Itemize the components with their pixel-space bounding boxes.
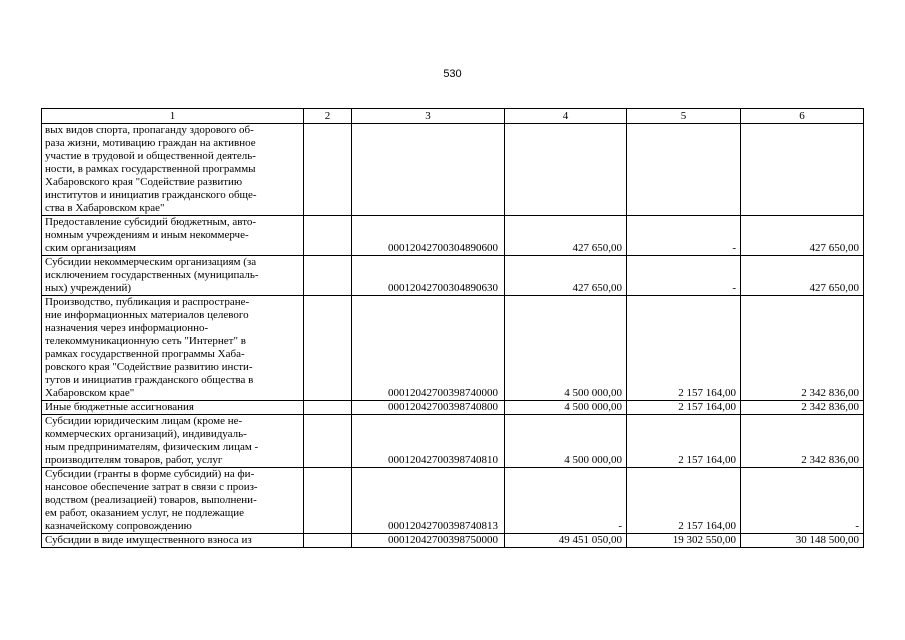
row-value-6: 427 650,00 bbox=[741, 216, 864, 256]
row-value-5: - bbox=[627, 216, 741, 256]
row-code: 00012042700398740810 bbox=[352, 415, 505, 468]
row-description bbox=[42, 401, 304, 415]
row-description bbox=[42, 256, 304, 296]
row-code: 00012042700398740800 bbox=[352, 401, 505, 415]
row-value-5 bbox=[627, 124, 741, 216]
description-line: номным учреждениям и иным некоммерче- bbox=[45, 229, 249, 241]
row-code: 00012042700398740000 bbox=[352, 296, 505, 401]
header-cell: 6 bbox=[741, 109, 864, 124]
row-code: 00012042700398740813 bbox=[352, 468, 505, 534]
row-value-4: 4 500 000,00 bbox=[505, 296, 627, 401]
row-code bbox=[352, 124, 505, 216]
description-line: Субсидии юридическим лицам (кроме не- bbox=[45, 415, 243, 427]
row-value-5: 2 157 164,00 bbox=[627, 468, 741, 534]
row-col2 bbox=[304, 296, 352, 401]
description-line: ным предпринимателям, физическим лицам - bbox=[45, 441, 259, 453]
description-line: тутов и инициатив гражданского общества в bbox=[45, 374, 254, 386]
description-line: исключением государственных (муниципаль- bbox=[45, 269, 259, 281]
description-line: производителям товаров, работ, услуг bbox=[45, 454, 223, 466]
description-line: водством (реализацией) товаров, выполнени- bbox=[45, 494, 257, 506]
table-row bbox=[42, 534, 864, 548]
description-line: ности, в рамках государственной программы bbox=[45, 163, 256, 175]
description-line: ства в Хабаровском крае" bbox=[45, 202, 165, 214]
description-line: Хабаровского края "Содействие развитию bbox=[45, 176, 243, 188]
row-col2 bbox=[304, 124, 352, 216]
row-description bbox=[42, 124, 304, 216]
row-value-6: 427 650,00 bbox=[741, 256, 864, 296]
description-line: казначейскому сопровождению bbox=[45, 520, 192, 532]
table-row bbox=[42, 401, 864, 415]
table-row bbox=[42, 124, 864, 216]
row-description bbox=[42, 216, 304, 256]
description-line: институтов и инициатив гражданского обще- bbox=[45, 189, 257, 201]
row-value-5: - bbox=[627, 256, 741, 296]
description-line: Субсидии в виде имущественного взноса из bbox=[45, 534, 252, 546]
description-line: Предоставление субсидий бюджетным, авто- bbox=[45, 216, 257, 228]
header-cell: 2 bbox=[304, 109, 352, 124]
description-line: нансовое обеспечение затрат в связи с произ- bbox=[45, 481, 258, 493]
row-value-4: 427 650,00 bbox=[505, 216, 627, 256]
description-line: ем работ, оказанием услуг, не подлежащие bbox=[45, 507, 244, 519]
table-row bbox=[42, 256, 864, 296]
row-value-6: - bbox=[741, 468, 864, 534]
row-value-6: 2 342 836,00 bbox=[741, 415, 864, 468]
description-line: Хабаровском крае" bbox=[45, 387, 135, 399]
description-line: рамках государственной программы Хаба- bbox=[45, 348, 245, 360]
header-cell: 3 bbox=[352, 109, 505, 124]
header-cell: 1 bbox=[42, 109, 304, 124]
row-value-6: 2 342 836,00 bbox=[741, 401, 864, 415]
row-col2 bbox=[304, 468, 352, 534]
row-col2 bbox=[304, 534, 352, 548]
row-description bbox=[42, 415, 304, 468]
row-value-4: 4 500 000,00 bbox=[505, 401, 627, 415]
description-line: назначения через информационно- bbox=[45, 322, 209, 334]
description-line: ных) учреждений) bbox=[45, 282, 132, 294]
row-value-5: 2 157 164,00 bbox=[627, 296, 741, 401]
description-line: ским организациям bbox=[45, 242, 137, 254]
row-value-6: 30 148 500,00 bbox=[741, 534, 864, 548]
row-value-5: 2 157 164,00 bbox=[627, 401, 741, 415]
row-col2 bbox=[304, 415, 352, 468]
description-line: Субсидии (гранты в форме субсидий) на фи- bbox=[45, 468, 255, 480]
row-value-4: - bbox=[505, 468, 627, 534]
description-line: ровского края "Содействие развитию инсти- bbox=[45, 361, 253, 373]
row-value-6 bbox=[741, 124, 864, 216]
header-cell: 4 bbox=[505, 109, 627, 124]
row-col2 bbox=[304, 401, 352, 415]
description-line: Иные бюджетные ассигнования bbox=[45, 401, 194, 413]
description-line: ние информационных материалов целевого bbox=[45, 309, 249, 321]
header-row bbox=[42, 109, 864, 124]
description-line: Производство, публикация и распростране- bbox=[45, 296, 250, 308]
row-value-4: 427 650,00 bbox=[505, 256, 627, 296]
row-value-4: 49 451 050,00 bbox=[505, 534, 627, 548]
header-cell: 5 bbox=[627, 109, 741, 124]
description-line: вых видов спорта, пропаганду здорового об- bbox=[45, 124, 254, 136]
description-line: Субсидии некоммерческим организациям (за bbox=[45, 256, 257, 268]
row-value-4 bbox=[505, 124, 627, 216]
table-body bbox=[42, 124, 864, 548]
budget-table bbox=[41, 108, 864, 548]
row-description bbox=[42, 534, 304, 548]
row-code: 00012042700304890630 bbox=[352, 256, 505, 296]
row-description bbox=[42, 468, 304, 534]
row-col2 bbox=[304, 216, 352, 256]
row-value-5: 2 157 164,00 bbox=[627, 415, 741, 468]
row-value-4: 4 500 000,00 bbox=[505, 415, 627, 468]
table-row bbox=[42, 296, 864, 401]
description-line: раза жизни, мотивацию граждан на активное bbox=[45, 137, 256, 149]
row-code: 00012042700398750000 bbox=[352, 534, 505, 548]
description-line: телекоммуникационную сеть "Интернет" в bbox=[45, 335, 246, 347]
row-code: 00012042700304890600 bbox=[352, 216, 505, 256]
page-number: 530 bbox=[443, 68, 462, 80]
description-line: коммерческих организаций), индивидуаль- bbox=[45, 428, 247, 440]
table-row bbox=[42, 468, 864, 534]
row-description bbox=[42, 296, 304, 401]
description-line: участие в трудовой и общественной деятель- bbox=[45, 150, 256, 162]
row-value-5: 19 302 550,00 bbox=[627, 534, 741, 548]
row-value-6: 2 342 836,00 bbox=[741, 296, 864, 401]
row-col2 bbox=[304, 256, 352, 296]
table-row bbox=[42, 216, 864, 256]
table-row bbox=[42, 415, 864, 468]
